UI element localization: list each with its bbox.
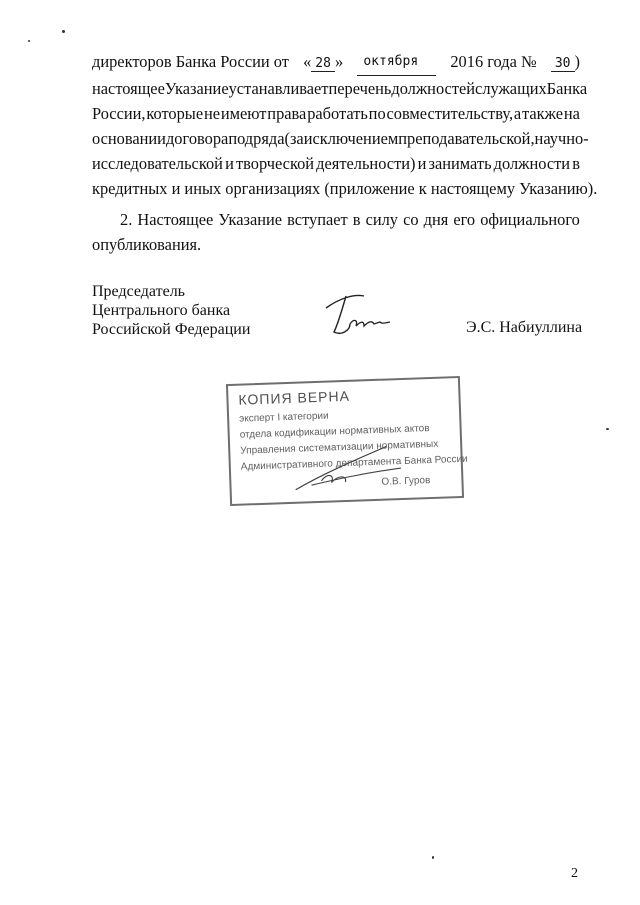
body-line-2: России, которые не имеют права работать по совместительству, а также на [92, 104, 580, 123]
decision-number: 30 ) [551, 49, 580, 76]
paragraph-2-line-1: 2. Настоящее Указание вступает в силу со дня его официального [120, 210, 580, 229]
body-line-3: основании договора подряда (за исключением преподавательской, научно- [92, 129, 589, 148]
body-line-1: настоящее Указание устанавливает перечень должностей служащих Банка [92, 79, 588, 98]
stamp-line-4: Административного департамента Банка России [240, 453, 468, 473]
date-line-prefix: директоров Банка России от [92, 52, 289, 71]
stamp-signature [290, 442, 412, 496]
stamp-title: КОПИЯ ВЕРНА [238, 387, 351, 408]
stamp-line-3: Управления систематизации нормативных [240, 438, 439, 457]
signatory-title [92, 282, 250, 339]
date-line [92, 49, 580, 76]
date-day: « 28 » [303, 52, 344, 71]
page-number: 2 [571, 866, 578, 881]
stamp-line-2: отдела кодификации нормативных актов [239, 423, 430, 441]
paragraph-2-line-2: опубликования. [92, 235, 202, 254]
date-month: октября [357, 49, 436, 76]
stamp-line-5: О.В. Гуров [381, 475, 431, 488]
signatory-name: Э.С. Набиуллина [466, 319, 583, 336]
signatory-title-line-2: Центрального банка [92, 302, 231, 319]
scan-speck [606, 428, 609, 430]
paragraph-2 [92, 207, 580, 257]
stamp-line-1: эксперт I категории [238, 410, 329, 425]
scan-speck [62, 30, 65, 33]
handwritten-signature [320, 290, 400, 340]
date-day-value: 28 [311, 56, 335, 72]
continuation-paragraph [92, 49, 598, 201]
decision-number-value: 30 [551, 56, 575, 72]
body-line-5: кредитных и иных организациях (приложение к настоящему Указанию). [92, 179, 598, 198]
body-line-4: исследовательской и творческой деятельности) и занимать должности в [92, 154, 580, 173]
signatory-title-line-3: Российской Федерации [92, 321, 251, 338]
signatory-title-line-1: Председатель [92, 283, 185, 300]
scan-speck [28, 40, 30, 42]
date-year: 2016 года № [450, 52, 537, 71]
copy-certified-stamp [226, 376, 468, 506]
scan-speck [432, 856, 434, 859]
